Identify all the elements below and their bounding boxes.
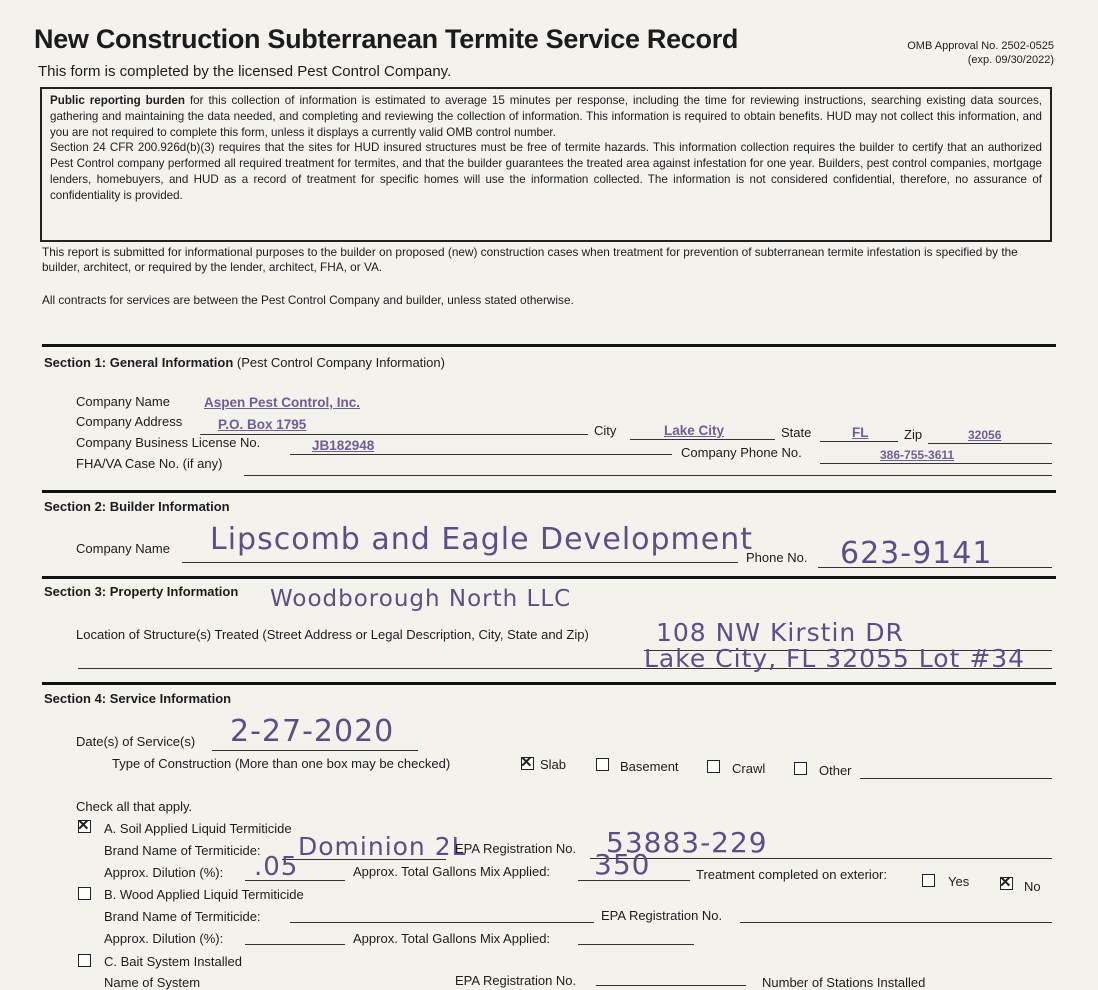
c-epa-label: EPA Registration No. — [455, 973, 577, 988]
section-1-heading — [44, 355, 445, 370]
basement-label: Basement — [620, 759, 679, 774]
b-dilution-label: Approx. Dilution (%): — [104, 931, 224, 946]
omb-number: OMB Approval No. 2502-0525 — [907, 40, 1054, 52]
exterior-no-checkbox[interactable] — [1000, 877, 1013, 890]
s1-phone-label: Company Phone No. — [681, 445, 802, 460]
form-title: New Construction Subterranean Termite Service Record — [34, 24, 739, 54]
s3-owner-value[interactable]: Woodborough North LLC — [270, 586, 572, 612]
exterior-yes-checkbox[interactable] — [922, 874, 935, 887]
a-gallons-value[interactable]: 350 — [594, 848, 651, 881]
burden-paragraph-2: Section 24 CFR 200.926d(b)(3) requires that the sites for HUD insured structures must be free of termite hazards. This information collection requires the builder to certify that an authorized Pest Control company performed all required treatment for termites, and that the builder guarantees the treated area against infestation for one year. Builders, pest control companies, mortgage lenders, homebuyers, and HUD as a record of treatment for specific homes will use the information collected. The information is not considered confidential, therefore, no assurance of confidentiality is provided. — [50, 141, 1042, 202]
s1-state-label: State — [781, 425, 812, 440]
s1-city-value[interactable]: Lake City — [664, 423, 725, 438]
other-label: Other — [819, 763, 852, 778]
s2-company-name-value[interactable]: Lipscomb and Eagle Development — [210, 522, 754, 557]
option-c-checkbox[interactable] — [78, 954, 91, 967]
s3-address-line1[interactable]: 108 NW Kirstin DR — [656, 618, 904, 647]
a-brand-label: Brand Name of Termiticide: — [104, 843, 261, 858]
basement-checkbox[interactable] — [596, 758, 609, 771]
option-b-checkbox[interactable] — [78, 887, 91, 900]
s4-type-label: Type of Construction (More than one box may be checked) — [112, 756, 451, 771]
s2-phone-label: Phone No. — [746, 550, 808, 565]
s1-state-value[interactable]: FL — [852, 425, 869, 440]
s4-date-label: Date(s) of Service(s) — [76, 734, 196, 749]
a-gallons-label: Approx. Total Gallons Mix Applied: — [353, 864, 551, 879]
a-dilution-value[interactable]: .05 — [254, 852, 299, 882]
b-dilution-line — [245, 944, 345, 945]
section-3-title: Section 3: Property Information — [44, 584, 239, 599]
crawl-label: Crawl — [732, 761, 766, 776]
s4-date-value[interactable]: 2-27-2020 — [230, 714, 395, 749]
s2-phone-value[interactable]: 623-9141 — [840, 536, 993, 571]
s1-address-value[interactable]: P.O. Box 1795 — [218, 417, 307, 432]
slab-label: Slab — [540, 757, 567, 772]
s1-license-line — [290, 454, 672, 455]
s1-zip-line — [928, 443, 1052, 444]
s1-city-line — [630, 439, 775, 440]
s1-city-label: City — [594, 423, 617, 438]
section-2-rule — [42, 490, 1056, 493]
crawl-checkbox[interactable] — [707, 760, 720, 773]
contracts-note: All contracts for services are between the Pest Control Company and builder, unless stated otherwise. — [42, 293, 574, 307]
c-system-label: Name of System — [104, 975, 201, 990]
a-dilution-label: Approx. Dilution (%): — [104, 865, 224, 880]
option-a-label: A. Soil Applied Liquid Termiticide — [104, 821, 292, 836]
a-brand-value[interactable]: Dominion 2L — [298, 832, 467, 861]
b-brand-label: Brand Name of Termiticide: — [104, 909, 261, 924]
b-epa-label: EPA Registration No. — [601, 908, 723, 923]
exterior-label: Treatment completed on exterior: — [696, 867, 887, 882]
s1-zip-label: Zip — [904, 427, 923, 442]
option-c-label: C. Bait System Installed — [104, 954, 242, 969]
omb-approval — [907, 39, 1054, 67]
s2-company-name-label: Company Name — [76, 541, 170, 556]
slab-checkbox[interactable] — [521, 757, 534, 770]
c-epa-line — [596, 985, 746, 986]
exterior-no-label: No — [1024, 879, 1041, 894]
section-4-rule — [42, 682, 1056, 685]
other-line — [860, 778, 1052, 779]
a-epa-label: EPA Registration No. — [455, 841, 577, 856]
intro-paragraph: This report is submitted for informational purposes to the builder on proposed (new) construction cases when treatment for prevention of subterranean termite infestation is specified by the builder, architect, or required by the lender, architect, FHA, or VA. — [42, 245, 1018, 274]
s1-phone-value[interactable]: 386-755-3611 — [880, 448, 955, 462]
burden-text-1: for this collection of information is estimated to average 15 minutes per response, including the time for reviewing instructions, searching existing data sources, gathering and maintaining the data needed, and completing and reviewing the collection of information. This information is required to obtain benefits. HUD may not collect this information, and you are not required to complete this form, unless it displays a currently valid OMB control number. — [50, 94, 1043, 139]
b-gallons-label: Approx. Total Gallons Mix Applied: — [353, 931, 551, 946]
s1-case-label: FHA/VA Case No. (if any) — [76, 456, 223, 471]
s1-zip-value[interactable]: 32056 — [968, 428, 1002, 442]
s1-phone-line — [820, 463, 1052, 464]
b-brand-line — [290, 922, 594, 923]
a-epa-value[interactable]: 53883-229 — [606, 826, 768, 859]
section-4-title: Section 4: Service Information — [44, 691, 232, 706]
s3-address-line2[interactable]: Lake City, FL 32055 Lot #34 — [644, 644, 1026, 673]
s3-location-label: Location of Structure(s) Treated (Street Address or Legal Description, City, State and Zip) — [76, 627, 589, 642]
s1-license-value[interactable]: JB182948 — [312, 438, 375, 453]
burden-notice-box — [40, 87, 1052, 242]
burden-lead: Public reporting burden — [50, 94, 185, 107]
s1-case-line — [244, 475, 1052, 476]
c-stations-label: Number of Stations Installed — [762, 975, 926, 990]
check-all-note: Check all that apply. — [76, 799, 193, 814]
b-gallons-line — [578, 944, 694, 945]
s1-license-label: Company Business License No. — [76, 435, 261, 450]
form-subtitle: This form is completed by the licensed Pest Control Company. — [38, 63, 452, 80]
section-2-title: Section 2: Builder Information — [44, 499, 230, 514]
s2-company-name-line — [182, 562, 738, 563]
s1-company-name-label: Company Name — [76, 394, 170, 409]
omb-expiration: (exp. 09/30/2022) — [967, 54, 1054, 66]
burden-paragraph-1 — [50, 93, 1042, 140]
b-epa-line — [740, 922, 1052, 923]
section-1-title: Section 1: General Information — [44, 355, 234, 370]
option-a-checkbox[interactable] — [78, 820, 91, 833]
s1-state-line — [820, 441, 898, 442]
exterior-yes-label: Yes — [948, 874, 970, 889]
section-1-note: (Pest Control Company Information) — [236, 355, 445, 370]
section-3-rule — [42, 576, 1056, 579]
section-1-rule — [42, 344, 1056, 347]
option-b-label: B. Wood Applied Liquid Termiticide — [104, 887, 304, 902]
s1-address-label: Company Address — [76, 414, 183, 429]
s1-company-name-value[interactable]: Aspen Pest Control, Inc. — [204, 395, 361, 410]
other-checkbox[interactable] — [794, 762, 807, 775]
s4-date-line — [212, 750, 418, 751]
